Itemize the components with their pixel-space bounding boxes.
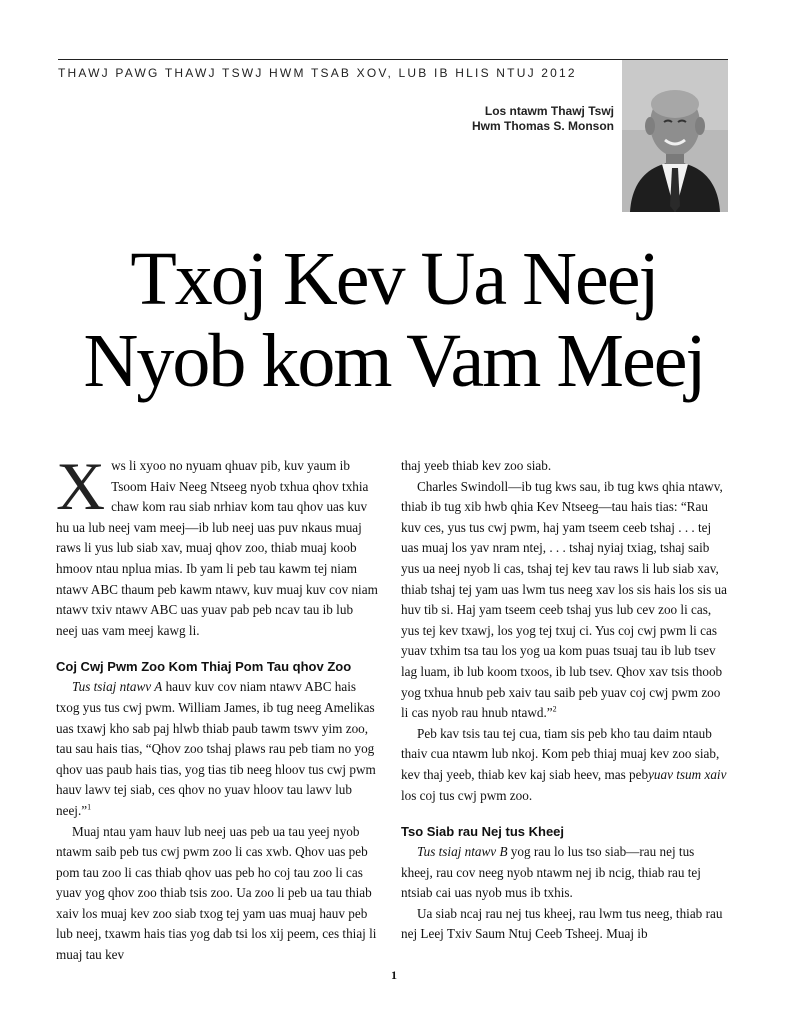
paragraph: [56, 677, 378, 821]
author-role: Los ntawm Thawj Tswj: [484, 104, 614, 118]
article-title: [0, 238, 788, 402]
paragraph: thaj yeeb thiab kev zoo siab.: [401, 458, 552, 473]
paragraph: Muaj ntau yam hauv lub neej uas peb ua tau yeej nyob ntawm saib peb tus cwj pwm zoo li cas xwb. Qhov uas peb pom tau zoo li cas thiab qhov uas peb ho coj tau zoo li cas yuav yog qhov zoo thiab tsis zoo. Ua zoo li peb ua tau thiab xaiv los muaj kev zoo siab txog tej yam uas muaj hauv peb lub neej, txawm hais tias yog dab tsi los xij peem, ces thiaj li muaj tau kev: [56, 823, 377, 963]
footnote-ref[interactable]: 2: [552, 704, 557, 714]
author-name: Hwm Thomas S. Monson: [471, 119, 614, 133]
section-heading: Tso Siab rau Nej tus Kheej: [401, 824, 565, 840]
section-heading: Coj Cwj Pwm Zoo Kom Thiaj Pom Tau qhov Zoo: [56, 659, 352, 675]
emphasis-text: yuav tsum xaiv: [648, 766, 727, 782]
portrait-image: [622, 60, 728, 212]
body-column-right: [401, 456, 729, 945]
paragraph: [56, 448, 378, 641]
footnote-ref[interactable]: 1: [87, 802, 92, 812]
paragraph-text: ws li xyoo no nyuam qhuav pib, kuv yaum ib Tsoom Haiv Neeg Ntseeg nyob txhua qhov txhia chaw kom rau siab nrhiav kom tau qhov uas kuv hu ua lub neej vam meej—ib lub neej uas puv nkaus muaj raws li yus lub siab xav, muaj qhov zoo, thiab muaj koob hmoov ntau nplua mias. Ib yam li peb tau kawm tej niam ntawv ABC thaum peb kawm ntawv, kuv muaj kuv cov niam ntawv txiv ntawv ABC uas yuav pab peb ncav tau ib lub neej uas vam meej kawg li.: [56, 458, 378, 638]
emphasis-text: Tus tsiaj ntawv A: [72, 679, 163, 695]
running-header: THAWJ PAWG THAWJ TSWJ HWM TSAB XOV, LUB IB HLIS NTUJ 2012: [58, 66, 577, 80]
emphasis-text: Tus tsiaj ntawv B: [417, 844, 508, 860]
drop-cap: X: [56, 448, 106, 524]
paragraph-text: Peb kav tsis tau tej cua, tiam sis peb kho tau daim ntaub thaiv cua ntawm lub nkoj. Kom peb thiaj muaj kev zoo siab, kev thaj yeeb, thiab kev kaj siab heev, mas peb: [401, 725, 720, 782]
paragraph-text: hauv kuv cov niam ntawv ABC hais txog yus tus cwj pwm. William James, ib tug neeg Amelikas uas txawj kho sab paj hlwb thiab paub tawm tswv yim zoo, tau sau hais tias, “Qhov zoo tshaj plaws rau peb tiam no yog qhov uas paub hais tias, yog tias tib neeg hloov tus cwj pwm hauv lawv tej siab, ces qhov no yuav hloov tau lawv lub neej.”: [56, 679, 376, 818]
paragraph-text: los coj tus cwj pwm zoo.: [401, 787, 533, 803]
paragraph: [401, 724, 729, 806]
body-column-left: [56, 448, 378, 966]
paragraph: [401, 477, 729, 724]
title-line-1: Txoj Kev Ua Neej: [130, 237, 658, 321]
page-number: 1: [391, 968, 397, 982]
author-portrait: [622, 60, 728, 212]
title-line-2: Nyob kom Vam Meej: [83, 319, 705, 403]
author-block: [472, 104, 614, 134]
paragraph-text: Charles Swindoll—ib tug kws sau, ib tug kws qhia ntawv, thiab ib tug xib hwb qhia Kev Ntseeg—tau hais tias: “Rau kuv ces, yus tus cwj pwm, haj yam tseem ceeb tshaj . . . tej uas muaj los yav nram ntej, . . . tshaj nyiaj txiag, tshaj saib yus ua neej nyob li cas, tshaj tej kev tau raws li lub siab xav, thiab tshaj tej yam uas lwm tus neeg xav los sis hais los sis ua huv tib si. Haj yam tseem ceeb tshaj yus lub cev zoo li cas, yus tej kev txawj, los yog tej txuj ci. Yus coj cwj pwm li cas yuav txhim tsa tau los yog ua kom puas tsuaj tau ib lub tsev lag luam, ib lub koom txoos, ib lub tsev. Qhov xav tsis thoob yog txhua hnub peb xaiv tau saib peb yuav coj cwj pwm zoo li cas nyob rau hnub ntawd.”: [401, 478, 727, 721]
paragraph-text: yog rau lo lus tso siab—rau nej tus kheej, rau cov neeg nyob ntawm nej ib ncig, thiab rau tej ntsiab cai uas nyob mus ib txhis.: [401, 844, 701, 901]
paragraph: Ua siab ncaj rau nej tus kheej, rau lwm tus neeg, thiab rau nej Leej Txiv Saum Ntuj Ceeb Tsheej. Muaj ib: [401, 905, 723, 942]
paragraph: [401, 842, 729, 904]
